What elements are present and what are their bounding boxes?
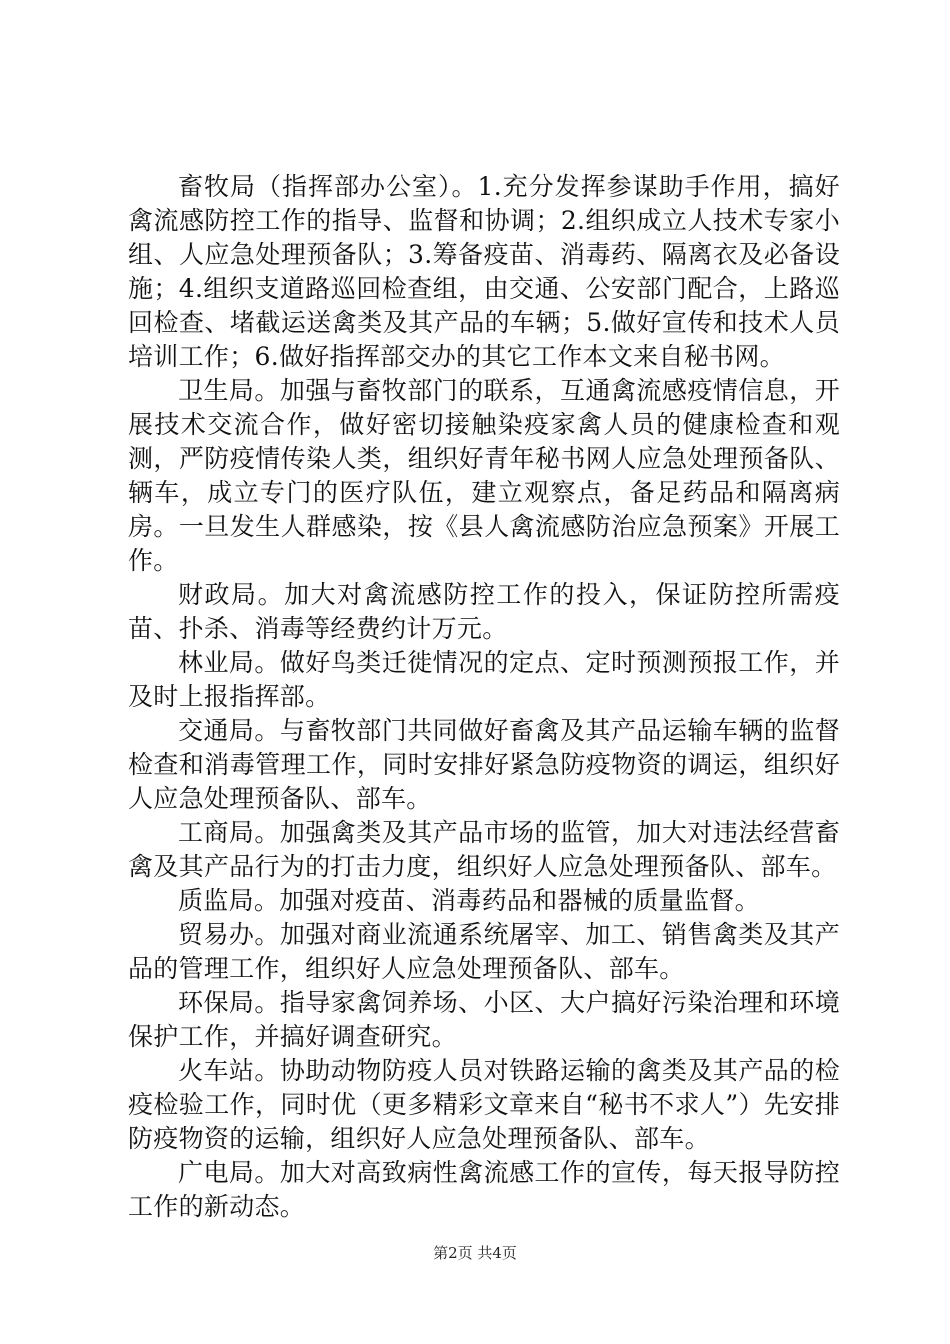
- paragraph-broadcast-bureau: 广电局。加大对高致病性禽流感工作的宣传，每天报导防控工作的新动态。: [128, 1158, 840, 1221]
- paragraph-animal-husbandry-bureau: 畜牧局（指挥部办公室）。1.充分发挥参谋助手作用，搞好禽流感防控工作的指导、监督和协调；2.组织成立人技术专家小组、人应急处理预备队；3.筹备疫苗、消毒药、隔离衣及必备设施；4.组织支道路巡回检查组，由交通、公安部门配合，上路巡回检查、堵截运送禽类及其产品的车辆；5.做好宣传和技术人员培训工作；6.做好指挥部交办的其它工作本文来自秘书网。: [128, 172, 840, 371]
- paragraph-quality-bureau: 质监局。加强对疫苗、消毒药品和器械的质量监督。: [178, 886, 760, 915]
- paragraph-trade-office: 贸易办。加强对商业流通系统屠宰、加工、销售禽类及其产品的管理工作，组织好人应急处理预备队、部车。: [128, 920, 840, 983]
- page-number-footer: 第2页 共4页: [433, 1244, 517, 1262]
- paragraph-commerce-bureau: 工商局。加强禽类及其产品市场的监管，加大对违法经营畜禽及其产品行为的打击力度，组织好人应急处理预备队、部车。: [128, 818, 840, 881]
- document-body: [128, 170, 840, 1224]
- paragraph-transport-bureau: 交通局。与畜牧部门共同做好畜禽及其产品运输车辆的监督检查和消毒管理工作，同时安排好紧急防疫物资的调运，组织好人应急处理预备队、部车。: [128, 716, 840, 813]
- paragraph-environment-bureau: 环保局。指导家禽饲养场、小区、大户搞好污染治理和环境保护工作，并搞好调查研究。: [128, 988, 840, 1051]
- paragraph-forestry-bureau: 林业局。做好鸟类迁徙情况的定点、定时预测预报工作，并及时上报指挥部。: [128, 648, 840, 711]
- paragraph-railway-station: 火车站。协助动物防疫人员对铁路运输的禽类及其产品的检疫检验工作，同时优（更多精彩文章来自“秘书不求人”）先安排防疫物资的运输，组织好人应急处理预备队、部车。: [128, 1056, 840, 1153]
- paragraph-health-bureau: 卫生局。加强与畜牧部门的联系，互通禽流感疫情信息，开展技术交流合作，做好密切接触染疫家禽人员的健康检查和观测，严防疫情传染人类，组织好青年秘书网人应急处理预备队、辆车，成立专门的医疗队伍，建立观察点，备足药品和隔离病房。一旦发生人群感染，按《县人禽流感防治应急预案》开展工作。: [128, 376, 840, 575]
- paragraph-finance-bureau: 财政局。加大对禽流感防控工作的投入，保证防控所需疫苗、扑杀、消毒等经费约计万元。: [128, 580, 840, 643]
